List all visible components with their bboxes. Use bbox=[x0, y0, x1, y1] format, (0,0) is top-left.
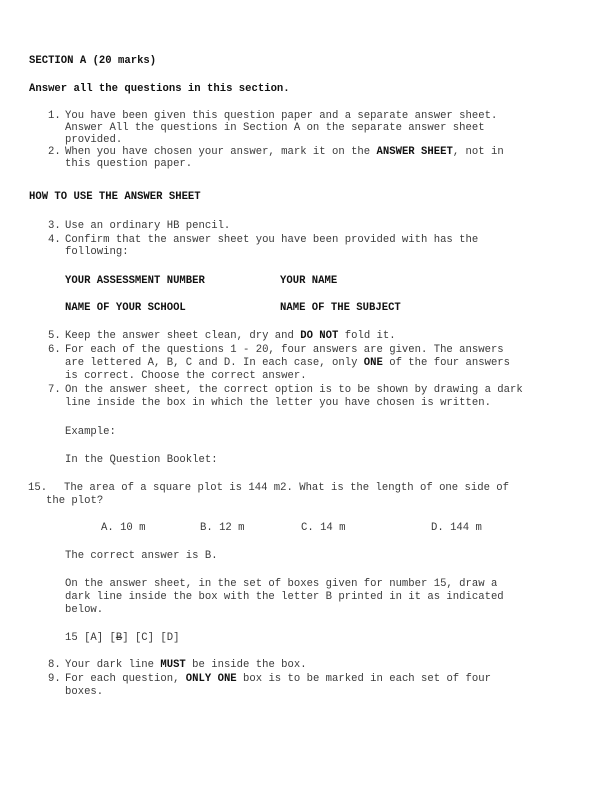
text-run: are lettered A, B, C and D. In each case, only bbox=[65, 357, 364, 369]
item-text: You have been given this question paper and a separate answer sheet. bbox=[65, 110, 498, 122]
item-text: Answer All the questions in Section A on the separate answer sheet bbox=[65, 122, 485, 134]
item-number: 4. bbox=[48, 234, 61, 246]
field-school-name: NAME OF YOUR SCHOOL bbox=[65, 302, 186, 314]
field-your-name: YOUR NAME bbox=[280, 275, 338, 287]
emphasis-text: MUST bbox=[160, 659, 186, 671]
option-a: A. 10 m bbox=[101, 522, 146, 534]
text-run: , not in bbox=[452, 146, 504, 158]
item-number: 5. bbox=[48, 330, 61, 342]
field-assessment-number: YOUR ASSESSMENT NUMBER bbox=[65, 275, 205, 287]
text-run: of the four answers bbox=[382, 357, 511, 369]
question-text: The area of a square plot is 144 m2. What is the length of one side of bbox=[64, 482, 510, 494]
item-number: 7. bbox=[48, 384, 61, 396]
emphasis-text: ONE bbox=[363, 357, 383, 369]
item-text: is correct. Choose the correct answer. bbox=[65, 370, 307, 382]
text-run: For each question, bbox=[65, 673, 186, 685]
text-run: When you have chosen your answer, mark it on the bbox=[65, 146, 377, 158]
item-text bbox=[65, 331, 396, 343]
section-instruction: Answer all the questions in this section. bbox=[29, 83, 290, 95]
emphasis-text: DO NOT bbox=[300, 330, 339, 342]
answer-box-d: [D] bbox=[160, 632, 180, 644]
item-number: 1. bbox=[48, 110, 61, 122]
booklet-label: In the Question Booklet: bbox=[65, 454, 218, 466]
section-title: SECTION A (20 marks) bbox=[29, 55, 157, 67]
item-text: Confirm that the answer sheet you have been provided with has the bbox=[65, 234, 479, 246]
answer-row-number: 15 bbox=[65, 632, 78, 644]
correct-answer-text: The correct answer is B. bbox=[65, 550, 218, 562]
note-text: below. bbox=[65, 604, 104, 616]
item-number: 3. bbox=[48, 220, 61, 232]
item-text bbox=[65, 358, 510, 370]
emphasis-text: ANSWER SHEET bbox=[376, 146, 453, 158]
option-b: B. 12 m bbox=[200, 522, 245, 534]
item-text: boxes. bbox=[65, 686, 104, 698]
field-subject-name: NAME OF THE SUBJECT bbox=[280, 302, 401, 314]
answer-box-c: [C] bbox=[134, 632, 155, 644]
item-number: 6. bbox=[48, 344, 61, 356]
item-text: Use an ordinary HB pencil. bbox=[65, 220, 231, 232]
option-d: D. 144 m bbox=[431, 522, 482, 534]
note-text: dark line inside the box with the letter B printed in it as indicated bbox=[65, 591, 504, 603]
question-number: 15. bbox=[28, 482, 48, 494]
item-text bbox=[65, 674, 491, 686]
example-label: Example: bbox=[65, 426, 116, 438]
marked-letter-b: B bbox=[115, 632, 123, 644]
item-number: 9. bbox=[48, 673, 61, 685]
item-text: For each of the questions 1 - 20, four answers are given. The answers bbox=[65, 344, 504, 356]
emphasis-text: ONLY ONE bbox=[185, 673, 237, 685]
text-run: fold it. bbox=[338, 330, 396, 342]
item-text: provided. bbox=[65, 134, 123, 146]
bracket: ] bbox=[122, 632, 129, 644]
item-text: On the answer sheet, the correct option is to be shown by drawing a dark bbox=[65, 384, 523, 396]
text-run: Keep the answer sheet clean, dry and bbox=[65, 330, 301, 342]
item-text: line inside the box in which the letter you have chosen is written. bbox=[65, 397, 491, 409]
option-c: C. 14 m bbox=[301, 522, 346, 534]
item-text: following: bbox=[65, 246, 129, 258]
item-number: 8. bbox=[48, 659, 61, 671]
answer-box-row bbox=[65, 633, 179, 645]
bracket: [ bbox=[109, 632, 116, 644]
item-text bbox=[65, 660, 307, 672]
note-text: On the answer sheet, in the set of boxes given for number 15, draw a bbox=[65, 578, 498, 590]
question-text: the plot? bbox=[46, 495, 104, 507]
text-run: Your dark line bbox=[65, 659, 161, 671]
how-to-heading: HOW TO USE THE ANSWER SHEET bbox=[29, 191, 201, 203]
answer-box-a: [A] bbox=[84, 632, 104, 644]
answer-box-b-marked bbox=[110, 632, 129, 644]
item-number: 2. bbox=[48, 146, 61, 158]
text-run: box is to be marked in each set of four bbox=[236, 673, 491, 685]
item-text: this question paper. bbox=[65, 158, 193, 170]
text-run: be inside the box. bbox=[185, 659, 307, 671]
